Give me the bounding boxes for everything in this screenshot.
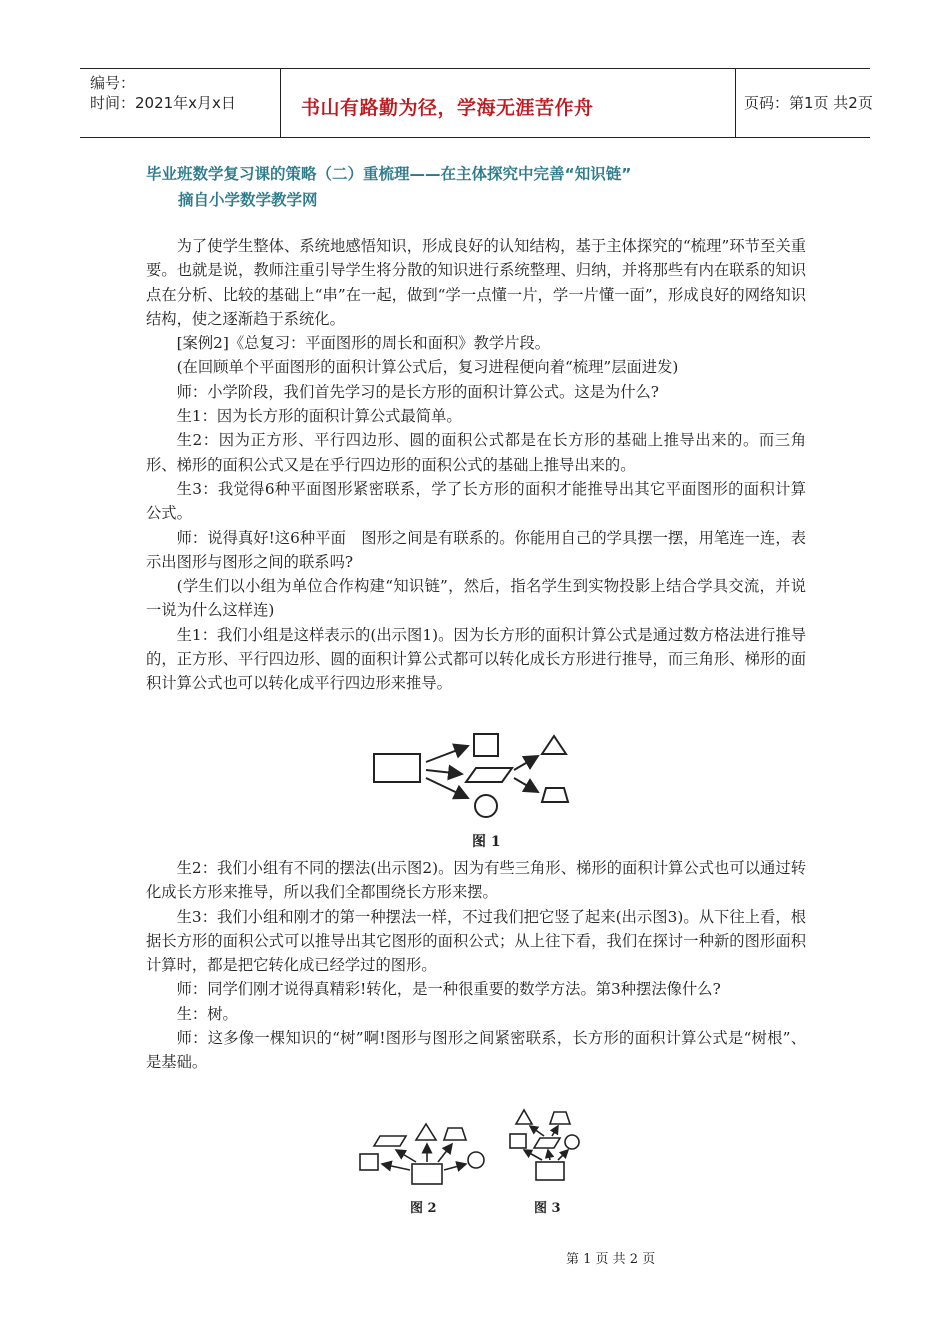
fig2-square <box>360 1154 378 1170</box>
fig1-caption: 图 1 <box>472 834 501 850</box>
body-paragraph: 生3：我觉得6种平面图形紧密联系，学了长方形的面积才能推导出其它平面图形的面积计算公式。 <box>146 479 806 523</box>
fig2-trapezoid <box>444 1128 466 1140</box>
fig2-rectangle <box>412 1164 442 1184</box>
fig3-arrow <box>524 1150 542 1160</box>
fig1-rectangle <box>374 754 420 782</box>
page-header <box>80 68 873 138</box>
fig2-arrow <box>396 1150 416 1162</box>
body-paragraph: 生1：我们小组是这样表示的(出示图1)。因为长方形的面积计算公式是通过数方格法进行推导的，正方形、平行四边形、圆的面积计算公式都可以转化成长方形进行推导，而三角形、梯形的面积计算公式也可以转化成平行四边形来推导。 <box>146 625 806 693</box>
fig1-parallelogram <box>466 768 512 782</box>
header-motto-cell <box>281 69 736 137</box>
fig3-trapezoid <box>550 1112 570 1124</box>
fig2-arrow <box>382 1164 410 1170</box>
fig1-arrow <box>426 770 462 774</box>
page-footer: 第 1 页 共 2 页 <box>566 1252 656 1267</box>
page-label: 页码：第1页 共2页 <box>744 94 873 112</box>
fig1-square <box>474 734 498 756</box>
body-paragraph: 为了使学生整体、系统地感悟知识，形成良好的认知结构，基于主体探究的“梳理”环节至关重要。也就是说，教师注重引导学生将分散的知识进行系统整理、归纳，并将那些有内在联系的知识点在分析、比较的基础上“串”在一起，做到“学一点懂一片，学一片懂一面”，形成良好的网络知识结构，使之逐渐趋于系统化。 <box>146 237 806 328</box>
fig1-arrow <box>426 778 468 798</box>
motto-text: 书山有路勤为径，学海无涯苦作舟 <box>301 97 594 119</box>
figure-2 <box>352 1112 492 1222</box>
body-paragraph: [案例2]《总复习：平面图形的周长和面积》教学片段。 <box>176 334 551 353</box>
fig1-arrow <box>514 778 538 792</box>
fig3-arrow <box>548 1150 550 1160</box>
body-paragraph: 师：同学们刚才说得真精彩!转化，是一种很重要的数学方法。第3种摆法像什么? <box>176 980 721 999</box>
fig1-trapezoid <box>542 788 568 802</box>
fig3-circle <box>565 1135 579 1149</box>
header-meta-cell <box>80 69 281 137</box>
fig3-arrow <box>552 1126 558 1136</box>
article-title: 毕业班数学复习课的策略（二）重梳理——在主体探究中完善“知识链” <box>146 165 632 183</box>
body-paragraph: 生1：因为长方形的面积计算公式最简单。 <box>176 407 462 426</box>
body-paragraph: 师：这多像一棵知识的“树”啊!图形与图形之间紧密联系，长方形的面积计算公式是“树根”、是基础。 <box>146 1029 806 1072</box>
fig1-arrow <box>426 746 468 762</box>
body-paragraph: 生2：因为正方形、平行四边形、圆的面积公式都是在长方形的基础上推导出来的。而三角形、梯形的面积公式又是在乎行四边形的面积公式的基础上推导出来的。 <box>146 431 806 474</box>
fig2-caption: 图 2 <box>410 1201 437 1216</box>
fig2-arrow <box>444 1164 466 1170</box>
body-paragraph: (学生们以小组为单位合作构建“知识链”，然后，指名学生到实物投影上结合学具交流，并说一说为什么这样连) <box>146 577 806 620</box>
header-page-cell <box>736 69 873 137</box>
body-paragraph: 师：小学阶段，我们首先学习的是长方形的面积计算公式。这是为什么? <box>176 382 659 401</box>
fig2-arrow <box>438 1144 452 1162</box>
fig1-arrow <box>514 756 538 770</box>
figure-1 <box>362 728 602 852</box>
body-paragraph: 师：说得真好!这6种平面 图形之间是有联系的。你能用自己的学具摆一摆，用笔连一连，表示出图形与图形之间的联系吗? <box>146 528 806 571</box>
body-paragraph: 生2：我们小组有不同的摆法(出示图2)。因为有些三角形、梯形的面积计算公式也可以通过转化成长方形来推导，所以我们全都围绕长方形来摆。 <box>146 859 806 902</box>
article-source: 摘自小学数学教学网 <box>178 191 318 209</box>
number-label: 编号： <box>90 74 136 92</box>
fig3-arrow <box>530 1126 544 1136</box>
fig1-triangle <box>542 736 566 754</box>
article-body-part1 <box>146 234 806 696</box>
body-paragraph: (在回顾单个平面图形的面积计算公式后，复习进程便向着“梳理”层面进发) <box>176 358 679 377</box>
date-label: 时间：2021年x月x日 <box>90 94 236 112</box>
figure-3 <box>500 1100 590 1222</box>
fig3-parallelogram <box>534 1138 560 1148</box>
article-body-part2 <box>146 856 806 1075</box>
fig3-caption: 图 3 <box>534 1201 561 1216</box>
body-paragraph: 生3：我们小组和刚才的第一种摆法一样，不过我们把它竖了起来(出示图3)。从下往上看，根据长方形的面积公式可以推导出其它图形的面积公式；从上往下看，我们在探讨一种新的图形面积计算时，都是把它转化成已经学过的图形。 <box>146 907 806 975</box>
fig3-triangle <box>516 1110 532 1124</box>
fig2-circle <box>468 1152 484 1168</box>
fig1-circle <box>475 795 497 817</box>
fig2-triangle <box>416 1124 436 1140</box>
fig3-square <box>510 1134 526 1148</box>
fig3-rectangle <box>536 1162 564 1180</box>
fig2-parallelogram <box>374 1136 406 1146</box>
body-paragraph: 生：树。 <box>176 1004 238 1023</box>
fig3-arrow <box>558 1150 568 1160</box>
